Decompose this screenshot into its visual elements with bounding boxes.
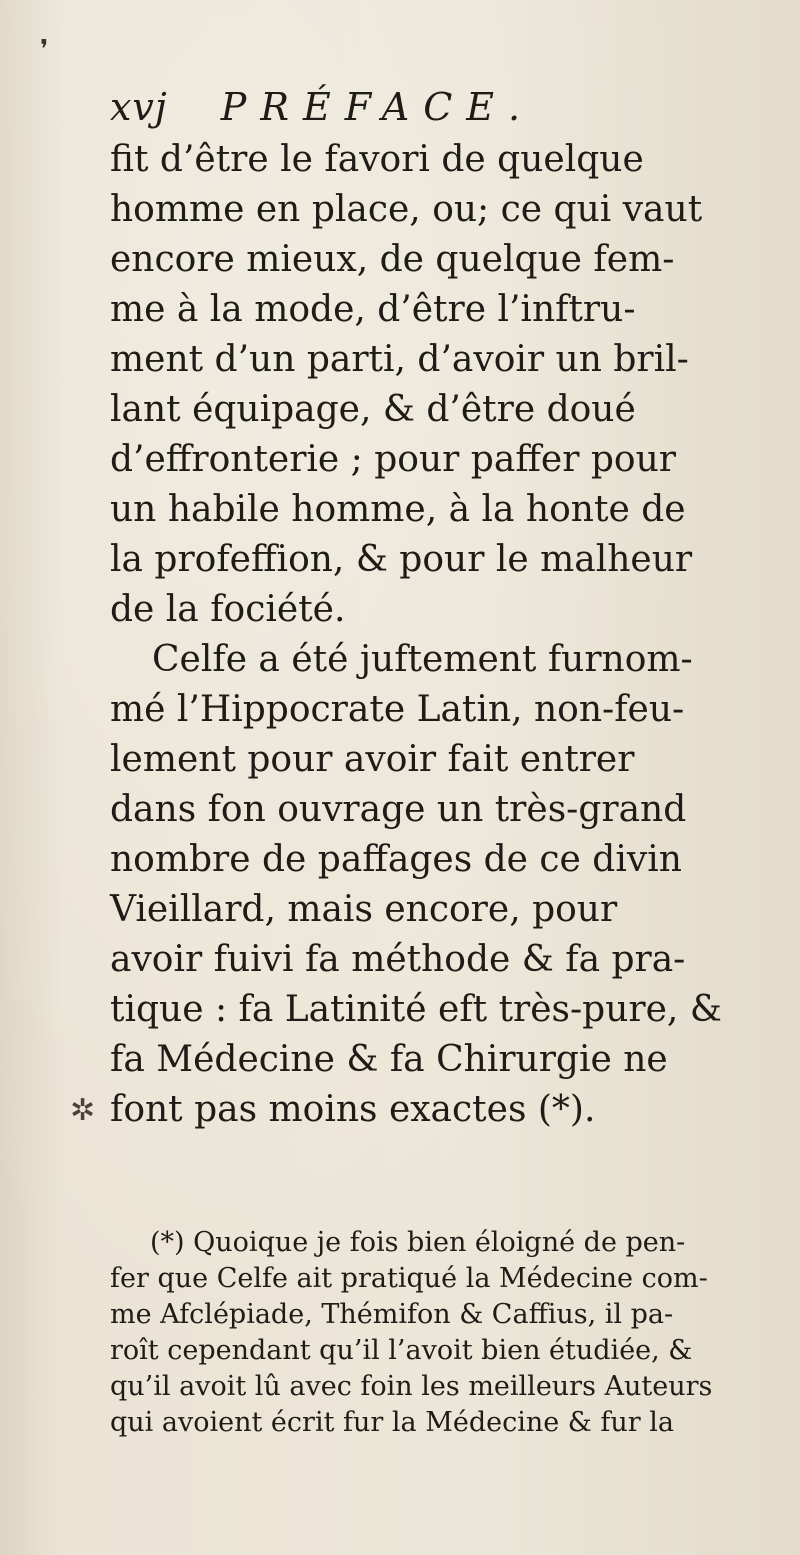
- margin-asterisk: ✲: [70, 1093, 96, 1128]
- page-header: [110, 85, 534, 129]
- footnote-line: me Afclépiade, Thémifon & Caffius, il pa-: [110, 1299, 674, 1330]
- margin-mark: ❜: [40, 35, 49, 65]
- running-title: PRÉFACE.: [220, 85, 535, 129]
- footnote-line: qui avoient écrit fur la Médecine & fur la: [110, 1407, 675, 1438]
- folio: xvj: [110, 85, 168, 129]
- footnote-line: roît cependant qu’il l’avoit bien étudiée, &: [110, 1335, 693, 1366]
- text-line: de la fociété.: [110, 589, 346, 630]
- text-line: tique : fa Latinité eft très-pure, &: [110, 989, 722, 1030]
- text-line: fit d’être le favori de quelque: [110, 139, 644, 180]
- text-line: encore mieux, de quelque fem-: [110, 239, 675, 280]
- text-line: avoir fuivi fa méthode & fa pra-: [110, 939, 686, 980]
- text-line: lant équipage, & d’être doué: [110, 389, 636, 430]
- text-line: d’effronterie ; pour paffer pour: [110, 439, 676, 480]
- text-line: font pas moins exactes (*).: [110, 1089, 596, 1130]
- text-line: lement pour avoir fait entrer: [110, 739, 635, 780]
- text-line: la profeffion, & pour le malheur: [110, 539, 693, 580]
- text-line: Vieillard, mais encore, pour: [110, 889, 618, 930]
- text-line: un habile homme, à la honte de: [110, 489, 686, 530]
- footnote-line: qu’il avoit lû avec foin les meilleurs Auteurs: [110, 1371, 713, 1402]
- text-line: ment d’un parti, d’avoir un bril-: [110, 339, 689, 380]
- text-line: homme en place, ou; ce qui vaut: [110, 189, 703, 230]
- footnote-line: (*) Quoique je fois bien éloigné de pen-: [150, 1227, 686, 1258]
- text-line-paragraph-start: Celfe a été juftement furnom-: [152, 639, 693, 680]
- footnote-line: fer que Celfe ait pratiqué la Médecine com-: [110, 1263, 708, 1294]
- footnote: [110, 1225, 790, 1441]
- text-line: mé l’Hippocrate Latin, non-feu-: [110, 689, 685, 730]
- text-line: me à la mode, d’être l’inftru-: [110, 289, 636, 330]
- text-line: dans fon ouvrage un très-grand: [110, 789, 687, 830]
- text-line: nombre de paffages de ce divin: [110, 839, 682, 880]
- main-text: [110, 135, 790, 1135]
- text-line: fa Médecine & fa Chirurgie ne: [110, 1039, 668, 1080]
